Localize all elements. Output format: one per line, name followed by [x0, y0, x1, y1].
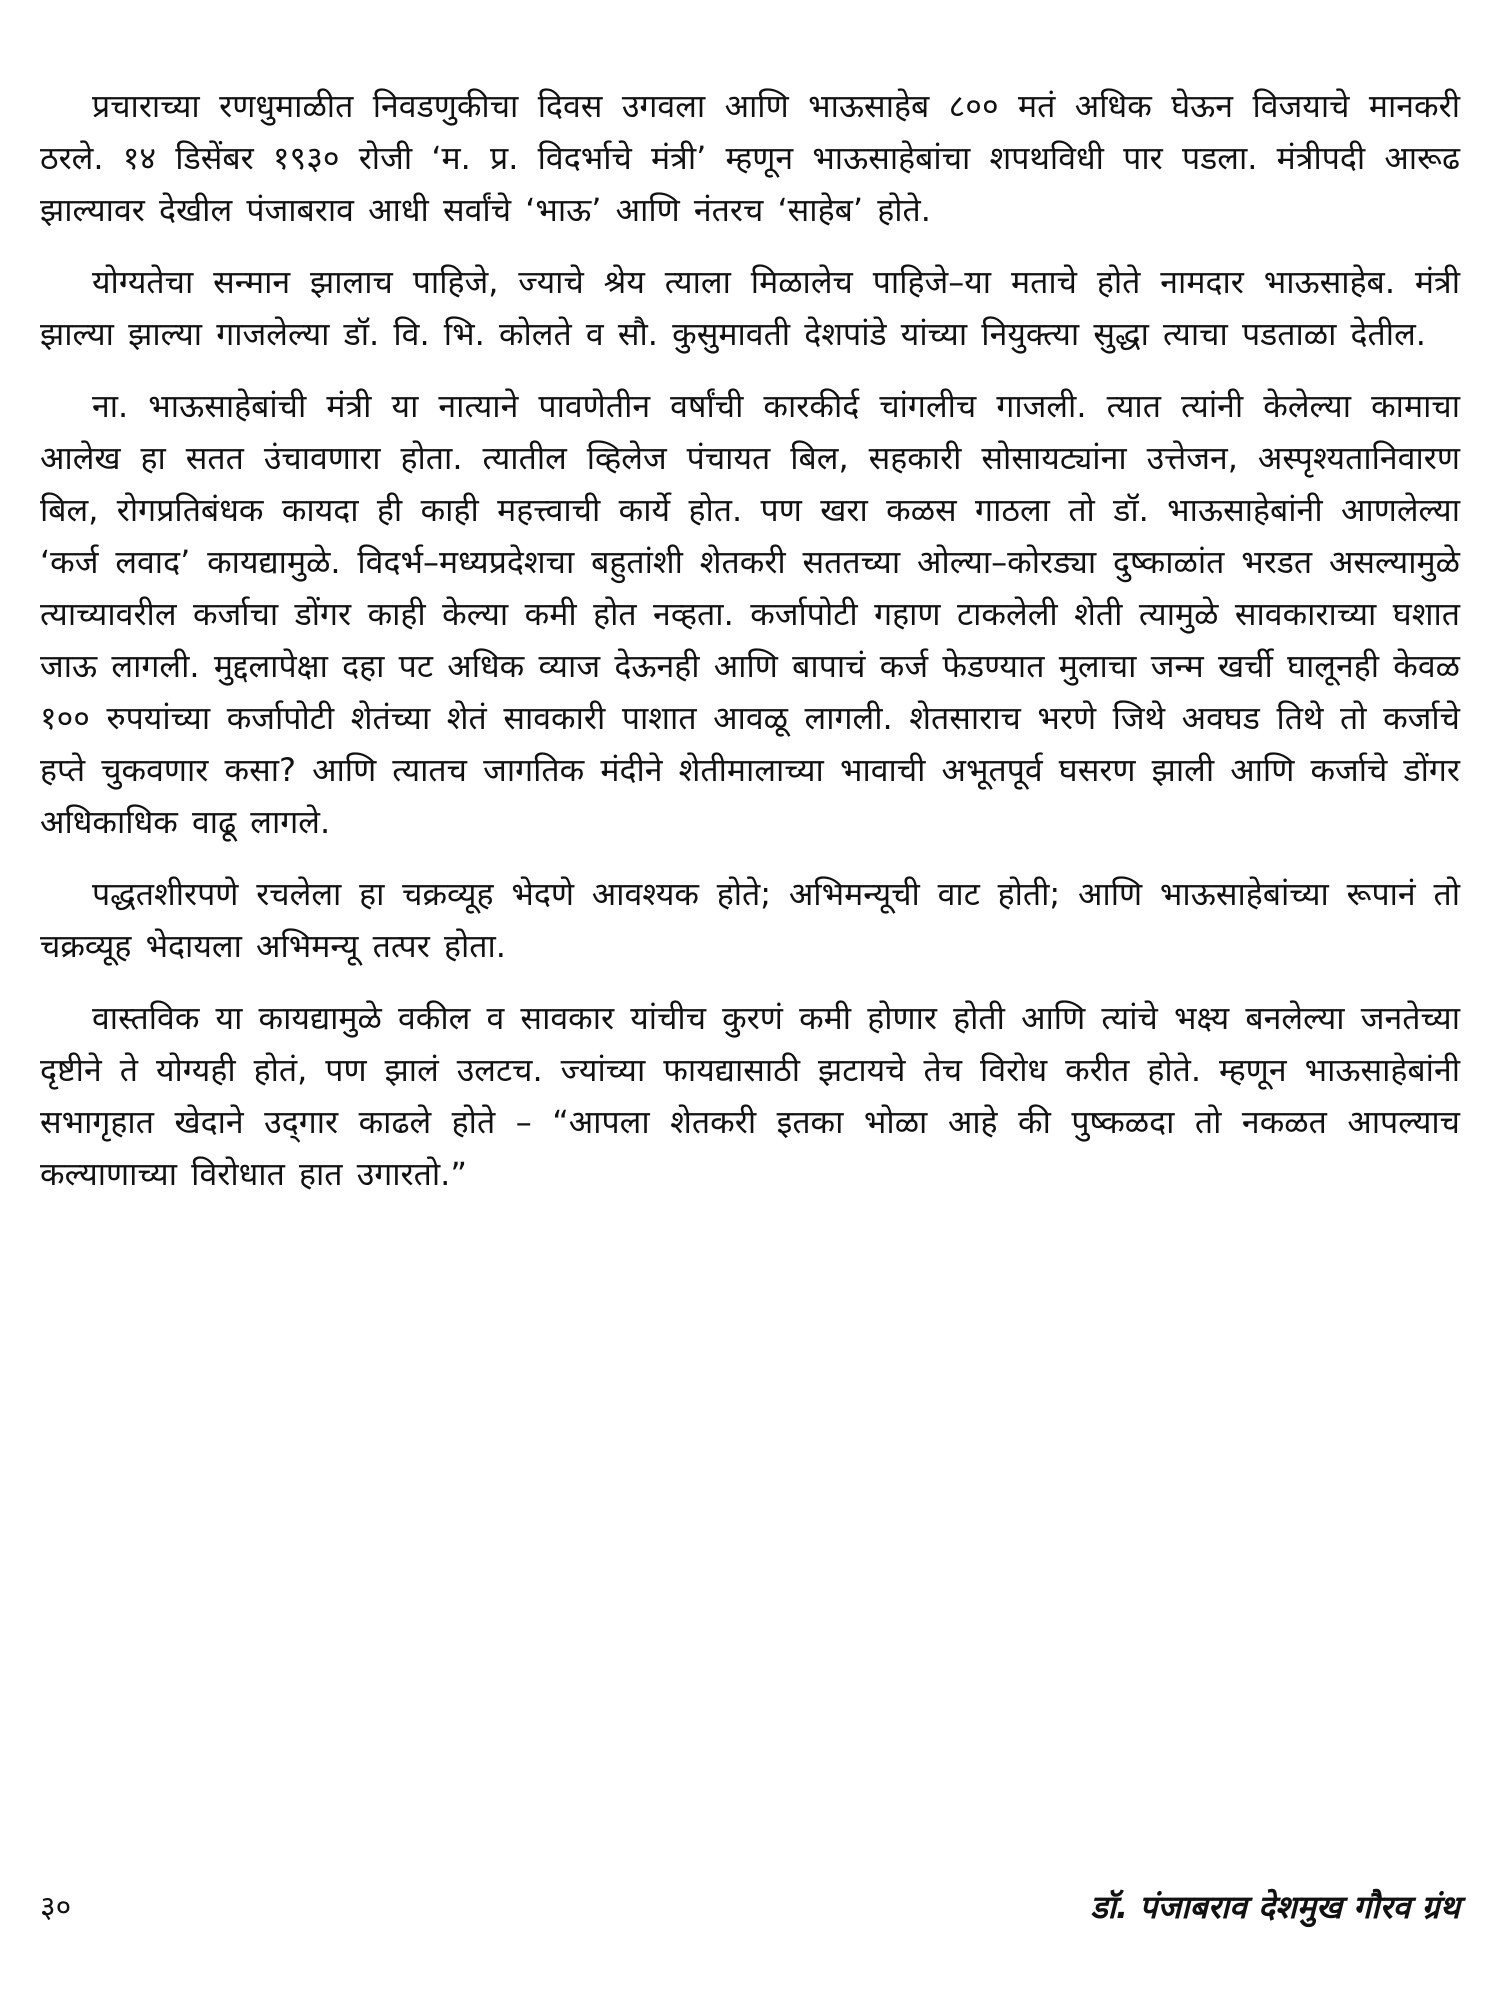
- paragraph-ministerial-career: ना. भाऊसाहेबांची मंत्री या नात्याने पावणेतीन वर्षांची कारकीर्द चांगलीच गाजली. त्यात त्यांनी केलेल्या कामाचा आलेख हा सतत उंचावणारा होता. त्यातील व्हिलेज पंचायत बिल, सहकारी सोसायट्यांना उत्तेजन, अस्पृश्यतानिवारण बिल, रोगप्रतिबंधक कायदा ही काही महत्त्वाची कार्ये होत. पण खरा कळस गाठला तो डॉ. भाऊसाहेबांनी आणलेल्या ‘कर्ज लवाद’ कायद्यामुळे. विदर्भ–मध्यप्रदेशचा बहुतांशी शेतकरी सततच्या ओल्या–कोरड्या दुष्काळांत भरडत असल्यामुळे त्याच्यावरील कर्जाचा डोंगर काही केल्या कमी होत नव्हता. कर्जापोटी गहाण टाकलेली शेती त्यामुळे सावकाराच्या घशात जाऊ लागली. मुद्दलापेक्षा दहा पट अधिक व्याज देऊनही आणि बापाचं कर्ज फेडण्यात मुलाचा जन्म खर्ची घालूनही केवळ १०० रुपयांच्या कर्जापोटी शेतंच्या शेतं सावकारी पाशात आवळू लागली. शेतसाराच भरणे जिथे अवघड तिथे तो कर्जाचे हप्ते चुकवणार कसा? आणि त्यातच जागतिक मंदीने शेतीमालाच्या भावाची अभूतपूर्व घसरण झाली आणि कर्जाचे डोंगर अधिकाधिक वाढू लागले.: [40, 387, 1460, 841]
- book-title: डॉ. पंजाबराव देशमुख गौरव ग्रंथ: [1090, 1888, 1460, 1926]
- paragraph-opposition-quote: वास्तविक या कायद्यामुळे वकील व सावकार यांचीच कुरणं कमी होणार होती आणि त्यांचे भक्ष्य बनलेल्या जनतेच्या दृष्टीने ते योग्यही होतं, पण झालं उलटच. ज्यांच्या फायद्यासाठी झटायचे तेच विरोध करीत होते. म्हणून भाऊसाहेबांनी सभागृहात खेदाने उद्‌गार काढले होते – “आपला शेतकरी इतका भोळा आहे की पुष्कळदा तो नकळत आपल्याच कल्याणाच्या विरोधात हात उगारतो.”: [40, 999, 1460, 1193]
- paragraph-election-victory: प्रचाराच्या रणधुमाळीत निवडणुकीचा दिवस उगवला आणि भाऊसाहेब ८०० मतं अधिक घेऊन विजयाचे मानकरी ठरले. १४ डिसेंबर १९३० रोजी ‘म. प्र. विदर्भाचे मंत्री’ म्हणून भाऊसाहेबांचा शपथविधी पार पडला. मंत्रीपदी आरूढ झाल्यावर देखील पंजाबराव आधी सर्वांचे ‘भाऊ’ आणि नंतरच ‘साहेब’ होते.: [40, 87, 1460, 229]
- page-footer: [40, 1885, 1460, 1945]
- page-body: [40, 80, 1460, 1220]
- paragraph-merit-recognition: योग्यतेचा सन्मान झालाच पाहिजे, ज्याचे श्रेय त्याला मिळालेच पाहिजे–या मताचे होते नामदार भाऊसाहेब. मंत्री झाल्या झाल्या गाजलेल्या डॉ. वि. भि. कोलते व सौ. कुसुमावती देशपांडे यांच्या नियुक्त्या सुद्धा त्याचा पडताळा देतील.: [40, 263, 1460, 353]
- page-number: ३०: [40, 1890, 72, 1925]
- paragraph-chakravyuha: पद्धतशीरपणे रचलेला हा चक्रव्यूह भेदणे आवश्यक होते; अभिमन्यूची वाट होती; आणि भाऊसाहेबांच्या रूपानं तो चक्रव्यूह भेदायला अभिमन्यू तत्पर होता.: [40, 875, 1460, 965]
